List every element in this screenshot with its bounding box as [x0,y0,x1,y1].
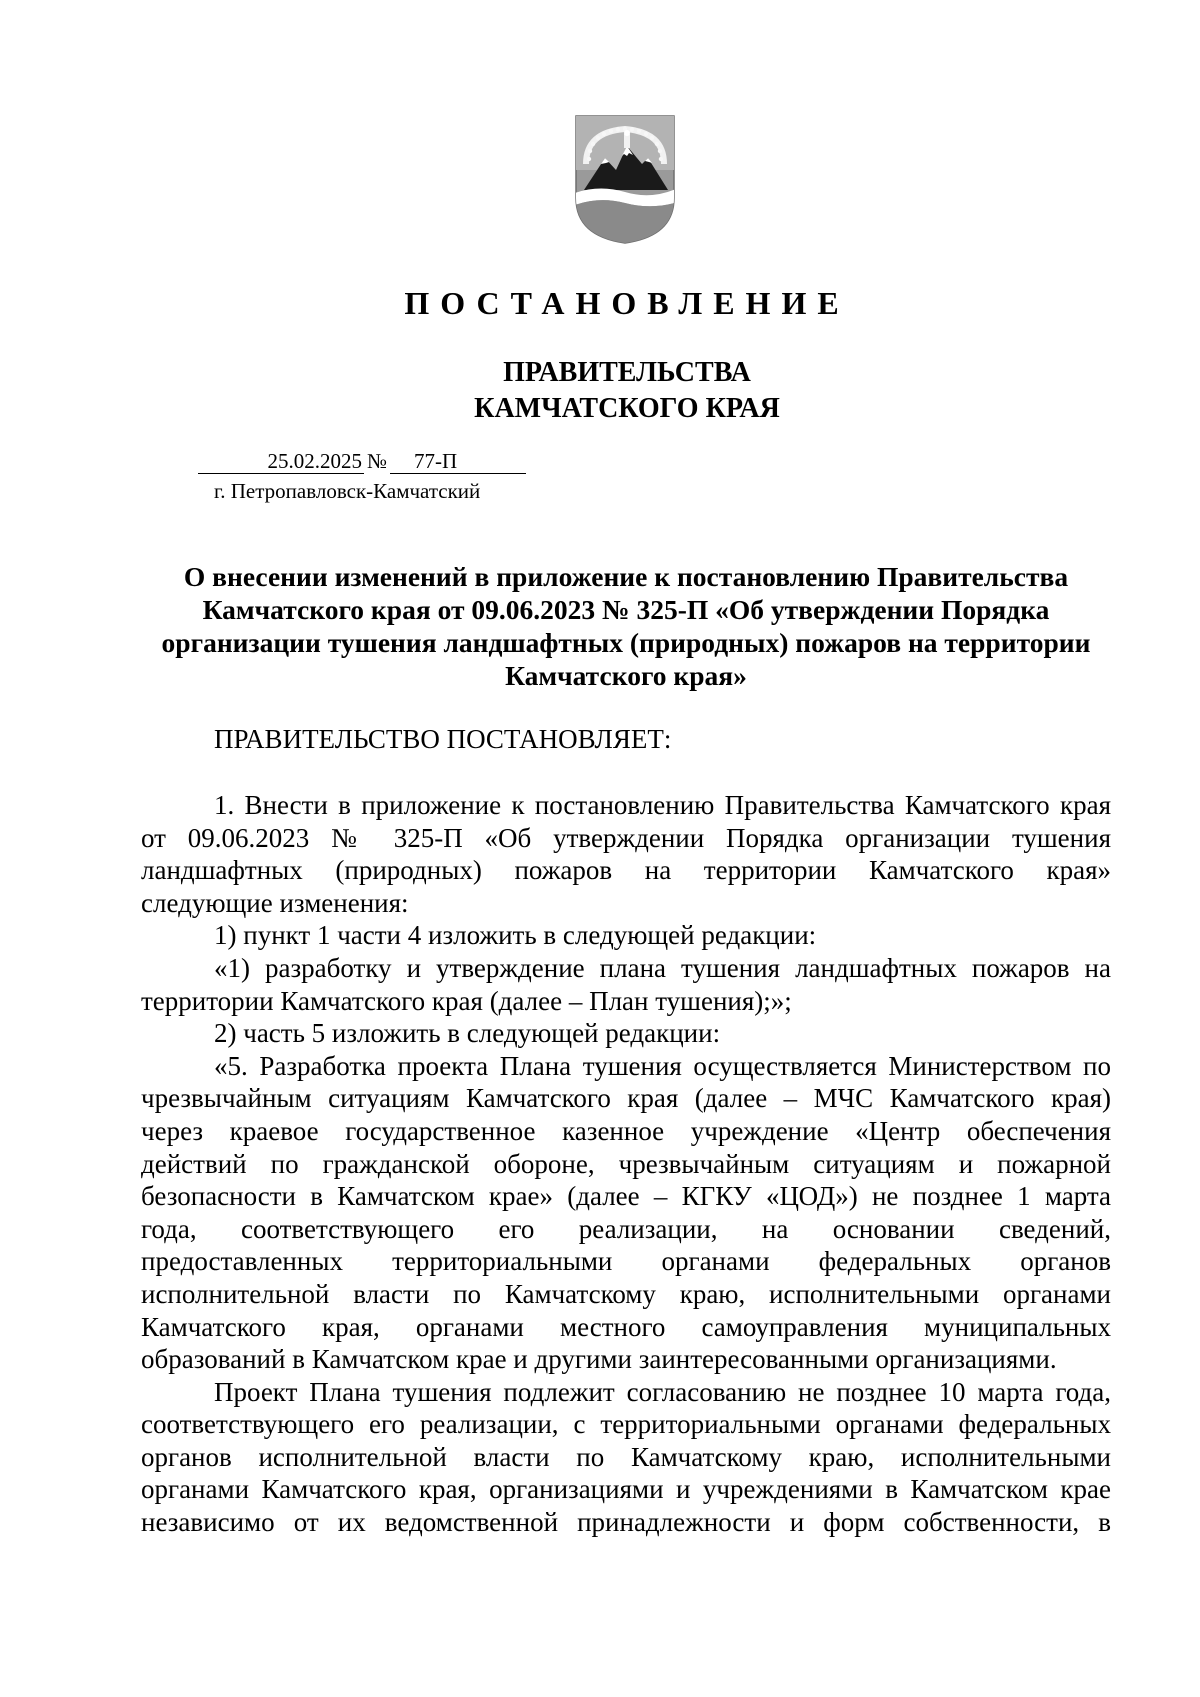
document-number: 77-П [390,449,526,474]
document-date-number-row [198,448,526,474]
document-title [140,560,1112,692]
body-line: следующие изменения: [141,887,409,918]
body-line: безопасности в Камчатском крае» (далее – КГКУ «ЦОД») не позднее 1 марта [141,1181,1111,1212]
body-line: исполнительной власти по Камчатскому краю, исполнительными органами [141,1278,1111,1309]
body-line: действий по гражданской обороне, чрезвычайным ситуациям и пожарной [141,1148,1111,1179]
body-line: Камчатского края, органами местного самоуправления муниципальных [141,1311,1111,1342]
body-line: года, соответствующего его реализации, на основании сведений, [141,1213,1111,1244]
body-line: от 09.06.2023 № 325-П «Об утверждении Порядка организации тушения [141,822,1111,853]
coat-of-arms [572,112,678,246]
document-city: г. Петропавловск-Камчатский [214,479,481,503]
body-line: через краевое государственное казенное учреждение «Центр обеспечения [141,1115,1111,1146]
document-body [141,789,1111,1539]
body-line: 2) часть 5 изложить в следующей редакции: [214,1018,721,1049]
body-line: чрезвычайным ситуациям Камчатского края (далее – МЧС Камчатского края) [141,1083,1111,1114]
body-line: органами Камчатского края, организациями и учреждениями в Камчатском крае [141,1474,1111,1505]
kamchatka-coat-of-arms-icon [572,112,678,246]
document-type-heading: ПОСТАНОВЛЕНИЕ [404,285,850,321]
body-line: 1) пункт 1 части 4 изложить в следующей редакции: [214,920,817,951]
issuer-line: КАМЧАТСКОГО КРАЯ [474,393,780,424]
number-sign: № [367,449,388,473]
preamble: ПРАВИТЕЛЬСТВО ПОСТАНОВЛЯЕТ: [214,724,672,754]
body-line: «1) разработку и утверждение плана тушения ландшафтных пожаров на [214,952,1111,983]
body-line: предоставленных территориальными органами федеральных органов [141,1246,1111,1277]
issuer-line: ПРАВИТЕЛЬСТВА [503,357,751,388]
body-line: образований в Камчатском крае и другими заинтересованными организациями. [141,1344,1057,1375]
issuer-heading [0,355,1200,427]
body-line: «5. Разработка проекта Плана тушения осуществляется Министерством по [214,1050,1111,1081]
title-line: Камчатского края» [505,660,747,691]
body-line: органов исполнительной власти по Камчатскому краю, исполнительными [141,1441,1111,1472]
document-date: 25.02.2025 [198,449,364,474]
body-line: независимо от их ведомственной принадлежности и форм собственности, в [141,1507,1111,1538]
title-line: Камчатского края от 09.06.2023 № 325-П «Об утверждении Порядка [202,594,1050,625]
title-line: организации тушения ландшафтных (природных) пожаров на территории [161,627,1091,658]
body-line: территории Камчатского края (далее – План тушения);»; [141,985,792,1016]
body-line: 1. Внести в приложение к постановлению Правительства Камчатского края [214,790,1111,820]
body-line: ландшафтных (природных) пожаров на территории Камчатского края» [141,855,1111,886]
body-line: соответствующего его реализации, с территориальными органами федеральных [141,1409,1111,1440]
title-line: О внесении изменений в приложение к постановлению Правительства [183,561,1069,592]
body-line: Проект Плана тушения подлежит согласованию не позднее 10 марта года, [214,1376,1111,1407]
